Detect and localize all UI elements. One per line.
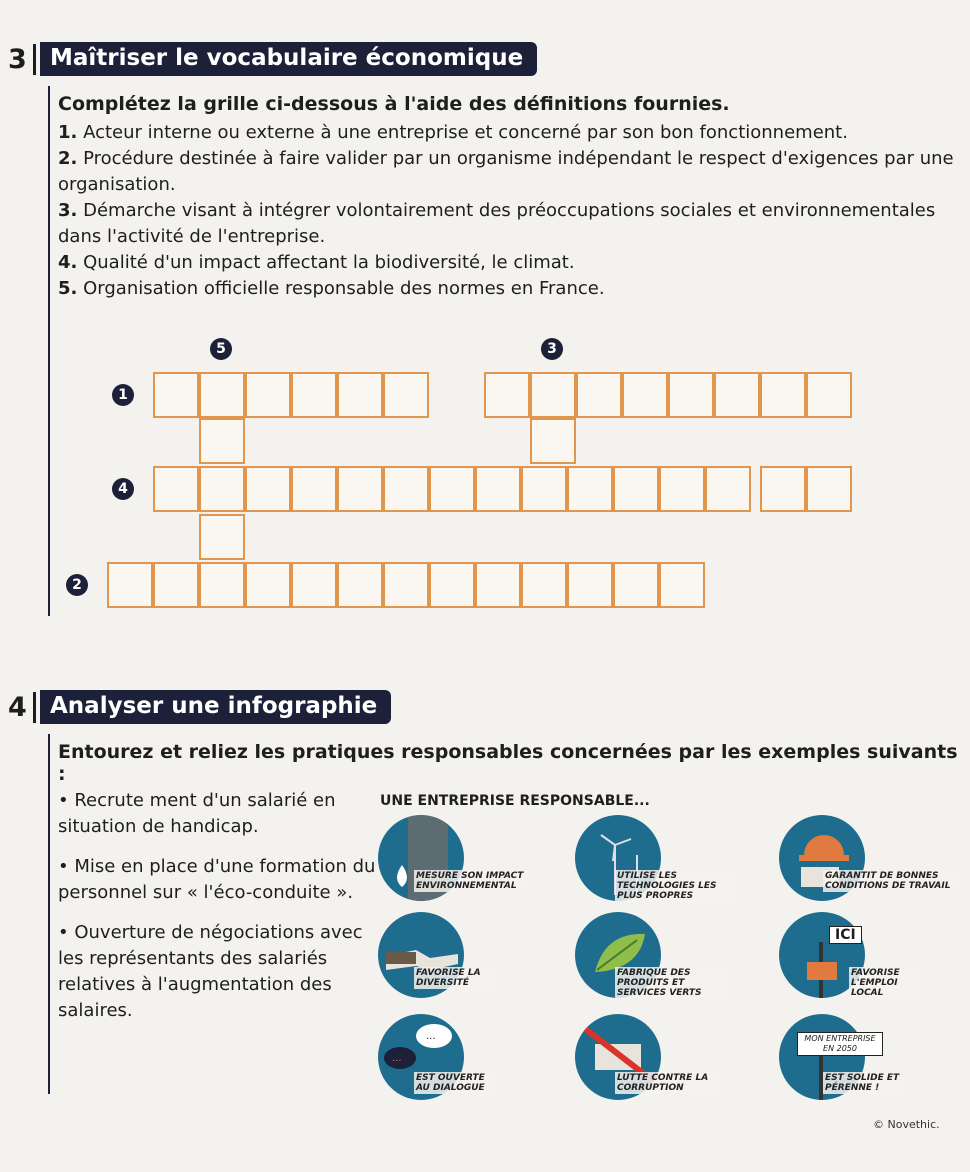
section-title: Maîtriser le vocabulaire économique [40, 42, 537, 76]
grid-cell[interactable] [806, 466, 852, 512]
examples-list [58, 788, 388, 1038]
grid-cell[interactable] [521, 466, 567, 512]
grid-cell[interactable] [337, 466, 383, 512]
grid-cell[interactable] [530, 372, 576, 418]
grid-cell[interactable] [337, 372, 383, 418]
grid-cell[interactable] [153, 466, 199, 512]
grid-number-badge: 4 [112, 478, 134, 500]
section-rule [48, 86, 50, 616]
grid-cell[interactable] [659, 562, 705, 608]
section-title: Analyser une infographie [40, 690, 391, 724]
grid-cell[interactable] [668, 372, 714, 418]
grid-cell[interactable] [714, 372, 760, 418]
grid-cell[interactable] [337, 562, 383, 608]
grid-number-badge: 3 [541, 338, 563, 360]
svg-text:...: ... [426, 1031, 436, 1042]
definition-item: 3. Démarche visant à intégrer volontairement des préoccupations sociales et environnementales dans l'activité de l'entreprise. [58, 200, 936, 247]
grid-cell[interactable] [530, 418, 576, 464]
ici-sign-text: ICI [829, 926, 862, 944]
grid-cell[interactable] [760, 466, 806, 512]
definitions-list [58, 120, 958, 302]
credit: © Novethic. [873, 1118, 940, 1131]
grid-cell[interactable] [429, 562, 475, 608]
grid-cell[interactable] [429, 466, 475, 512]
definition-item: 5. Organisation officielle responsable des normes en France. [58, 278, 605, 299]
grid-cell[interactable] [107, 562, 153, 608]
grid-cell[interactable] [199, 514, 245, 560]
grid-cell[interactable] [484, 372, 530, 418]
grid-number-badge: 2 [66, 574, 88, 596]
grid-cell[interactable] [613, 562, 659, 608]
grid-cell[interactable] [199, 372, 245, 418]
grid-cell[interactable] [622, 372, 668, 418]
instruction: Entourez et reliez les pratiques responsables concernées par les exemples suivants : [58, 741, 958, 785]
grid-number-badge: 1 [112, 384, 134, 406]
grid-cell[interactable] [199, 562, 245, 608]
grid-cell[interactable] [199, 466, 245, 512]
grid-cell[interactable] [521, 562, 567, 608]
grid-cell[interactable] [383, 372, 429, 418]
section-number: 4 [0, 692, 36, 723]
grid-cell[interactable] [760, 372, 806, 418]
example-item: • Recrute ment d'un salarié en situation de handicap. [58, 790, 336, 837]
definition-item: 2. Procédure destinée à faire valider par un organisme indépendant le respect d'exigences par une organisation. [58, 148, 954, 195]
grid-cell[interactable] [705, 466, 751, 512]
grid-cell[interactable] [291, 562, 337, 608]
grid-cell[interactable] [245, 466, 291, 512]
infographic-title: UNE ENTREPRISE RESPONSABLE... [380, 793, 650, 809]
grid-cell[interactable] [806, 372, 852, 418]
grid-cell[interactable] [153, 562, 199, 608]
definition-item: 1. Acteur interne ou externe à une entreprise et concerné par son bon fonctionnement. [58, 122, 848, 143]
instruction: Complétez la grille ci-dessous à l'aide des définitions fournies. [58, 93, 730, 115]
grid-cell[interactable] [153, 372, 199, 418]
grid-cell[interactable] [576, 372, 622, 418]
grid-cell[interactable] [291, 372, 337, 418]
definition-item: 4. Qualité d'un impact affectant la biodiversité, le climat. [58, 252, 575, 273]
grid-cell[interactable] [383, 562, 429, 608]
grid-cell[interactable] [245, 372, 291, 418]
grid-cell[interactable] [567, 466, 613, 512]
section-rule [48, 734, 50, 1094]
grid-cell[interactable] [475, 466, 521, 512]
grid-cell[interactable] [383, 466, 429, 512]
example-item: • Mise en place d'une formation du personnel sur « l'éco-conduite ». [58, 856, 376, 903]
grid-cell[interactable] [245, 562, 291, 608]
sign-text: MON ENTREPRISE EN 2050 [797, 1032, 883, 1056]
grid-cell[interactable] [659, 466, 705, 512]
grid-cell[interactable] [567, 562, 613, 608]
section-number: 3 [0, 44, 36, 75]
grid-cell[interactable] [475, 562, 521, 608]
grid-cell[interactable] [613, 466, 659, 512]
grid-cell[interactable] [291, 466, 337, 512]
example-item: • Ouverture de négociations avec les représentants des salariés relatives à l'augmentation des salaires. [58, 922, 363, 1021]
svg-text:...: ... [392, 1053, 402, 1064]
grid-number-badge: 5 [210, 338, 232, 360]
grid-cell[interactable] [199, 418, 245, 464]
